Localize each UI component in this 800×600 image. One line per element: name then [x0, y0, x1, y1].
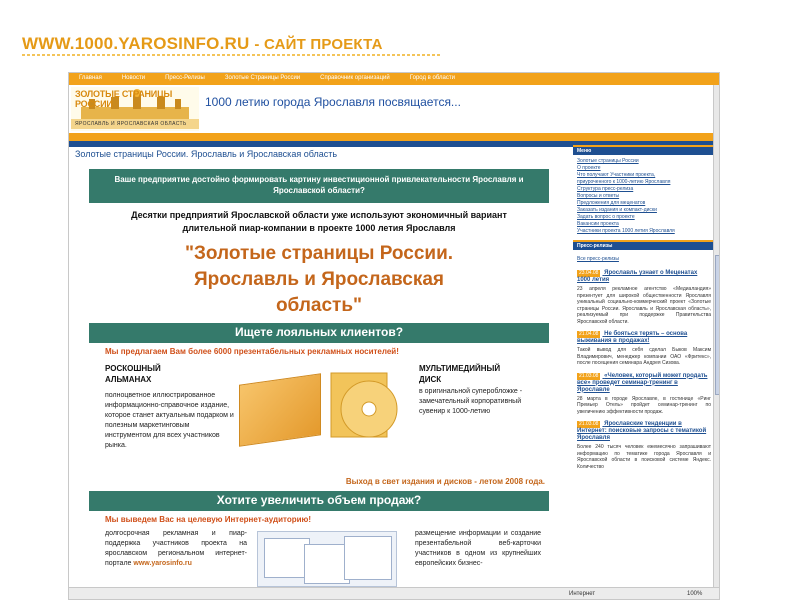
almanac-label	[105, 363, 161, 385]
sales-banner: Хотите увеличить объем продаж?	[89, 491, 549, 511]
press-heading: Пресс-релизы	[573, 240, 715, 250]
project-title	[89, 241, 549, 319]
webcard-description: размещение информации и создание презентабельной веб-карточки участников в одном из крупнейших европейских бизнес-	[415, 530, 541, 567]
intro-line-1: Десятки предприятий Ярославской области уже используют экономичный вариант	[131, 210, 507, 220]
cd-disc-icon	[329, 369, 399, 441]
news-body: 23 апреля рекламное агентство «Медиаландия» презентует для широкой общественности Ярославля уникальный социально-коммерческий проект «Золотые страницы России. Ярославль и Ярославская область», реализуемый при поддержке Правительства Ярославской области.	[577, 286, 711, 325]
project-title-line-3: область"	[275, 295, 363, 316]
site-header	[69, 85, 720, 133]
news-body: 28 марта в городе Ярославле, в гостинице «Ринг Премьер Отель» пройдет семинар-тренинг по увеличению эффективности продаж.	[577, 395, 711, 415]
news-headline-text[interactable]: Ярославль узнает о Меценатах 1000 летия	[577, 270, 698, 283]
page-heading: Золотые страницы России. Ярославль и Ярославская область	[75, 149, 338, 159]
news-item	[573, 327, 715, 369]
disc-label	[419, 363, 500, 385]
disc-label-line-1: МУЛЬТИМЕДИЙНЫЙ	[419, 364, 501, 373]
header-stripe	[69, 133, 720, 141]
news-headline[interactable]	[577, 270, 711, 284]
question-banner: Ваше предприятие достойно формировать картину инвестиционной привлекательности Ярославля и Ярославской области?	[89, 169, 549, 203]
menu-item-about[interactable]: О проекте	[577, 165, 601, 171]
scrollbar-thumb[interactable]	[715, 255, 720, 395]
menu-item-golden-pages[interactable]: Золотые страницы России	[577, 158, 639, 164]
site-logo[interactable]	[71, 87, 199, 131]
logo-subtext: ЯРОСЛАВЛЬ И ЯРОСЛАВСКАЯ ОБЛАСТЬ	[75, 121, 187, 127]
news-headline-text[interactable]: Не бояться терять – основа выживания в продажах!	[577, 331, 688, 344]
portal-description	[105, 529, 247, 569]
main-banner	[89, 169, 549, 589]
offer-text: Мы предлагаем Вам более 6000 презентабельных рекламных носителей!	[105, 347, 399, 356]
slide-title-rest: - САЙТ ПРОЕКТА	[254, 36, 383, 53]
almanac-book-image	[239, 373, 321, 447]
vertical-scrollbar[interactable]	[713, 85, 720, 587]
browser-statusbar	[69, 587, 720, 600]
menu-item-order[interactable]: Заказать издания и компакт-диски	[577, 207, 657, 213]
news-date: 21.03.08	[579, 421, 599, 427]
security-zone-label: Интернет	[569, 591, 596, 597]
news-body: Более 240 тысяч человек ежемесячно запрашивают информацию по тематике города Ярославля и Ярославской области в поисковой системе Яндекс. Количество	[577, 444, 711, 470]
menu-item-patrons[interactable]: Предложения для меценатов	[577, 200, 646, 206]
nav-item-news[interactable]: Новости	[121, 75, 146, 81]
news-item	[573, 266, 715, 327]
intro-line-2: длительной пиар-компании в проекте 1000 летия Ярославля	[182, 223, 456, 233]
news-date: 21.04.08	[579, 331, 599, 337]
news-headline-text[interactable]: «Человек, который может продать все» проведет семинар-тренинг в Ярославле	[577, 372, 708, 393]
website-screenshots-image	[257, 531, 397, 587]
disc-description: в оригинальной суперобложке - замечательный корпоративный сувенир к 1000-летию	[419, 388, 523, 415]
site-nav	[69, 73, 720, 85]
news-date: 23.04.08	[579, 270, 599, 276]
menu-heading: Меню	[573, 145, 715, 155]
portal-link[interactable]: www.yarosinfo.ru	[133, 560, 192, 567]
nav-item-home[interactable]: Главная	[79, 75, 102, 81]
sidebar	[573, 145, 715, 585]
intro-text	[89, 209, 549, 235]
all-press-link[interactable]: Все пресс-релизы	[577, 256, 619, 262]
almanac-label-line-1: РОСКОШНЫЙ	[105, 364, 161, 373]
project-title-line-2: Ярославль и Ярославская	[194, 269, 444, 290]
news-headline[interactable]	[577, 331, 711, 345]
nav-item-golden-pages[interactable]: Золотые Страницы России	[224, 75, 301, 81]
almanac-label-line-2: АЛЬМАНАХ	[105, 375, 152, 384]
news-body: Такой вывод для себя сделал Быков Максим Владимирович, менеджер компании ОАО «Фритекс», после посещения семинара Андрея Сизова.	[577, 347, 711, 366]
nav-item-directory[interactable]: Справочник организаций	[320, 75, 390, 81]
header-tagline: 1000 летию города Ярославля посвящается...	[205, 95, 461, 109]
release-note: Выход в свет издания и дисков - летом 2008 года.	[345, 477, 545, 486]
nav-item-city[interactable]: Город в области	[409, 75, 455, 81]
news-headline[interactable]	[577, 421, 711, 442]
news-item	[573, 417, 715, 472]
menu-item-press-structure[interactable]: Структура пресс-релиза	[577, 186, 634, 192]
portal-description-text: долгосрочная рекламная и пиар-поддержка участников проекта на ярославском региональном интернет-портале	[105, 530, 247, 567]
news-item	[573, 369, 715, 418]
browser-window	[68, 72, 720, 600]
slide-title	[22, 34, 383, 54]
menu-item-ask[interactable]: Задать вопрос о проекте	[577, 214, 635, 220]
disc-label-line-2: ДИСК	[419, 375, 442, 384]
menu-item-benefits-cont[interactable]: приуроченного к 1000-летию Ярославля	[577, 179, 671, 185]
menu-item-benefits[interactable]: Что получают Участники проекта,	[577, 172, 656, 178]
almanac-description: полноцветное иллюстрированное информационно-справочное издание, которое станет актуальным подарком и полезным маркетинговым инструментом для всех участников рынка.	[105, 392, 234, 449]
project-title-line-1: "Золотые страницы России.	[184, 243, 454, 264]
news-date: 21.03.08	[579, 372, 599, 379]
menu-item-faq[interactable]: Вопросы и ответы	[577, 193, 620, 199]
menu-item-participants[interactable]: Участники проекта 1000 летия Ярославля	[577, 228, 675, 234]
menu-item-vacancies[interactable]: Вакансии проекта	[577, 221, 619, 227]
slide-title-url: WWW.1000.YAROSINFO.RU	[22, 34, 250, 53]
logo-text: ЗОЛОТЫЕ СТРАНИЦЫ РОССИИ	[75, 89, 173, 109]
news-headline-text[interactable]: Ярославские тенденции в Интернет: поисковые запросы с тематикой Ярославля	[577, 421, 707, 441]
nav-item-press[interactable]: Пресс-Релизы	[165, 75, 205, 81]
zoom-level[interactable]: 100%	[687, 591, 703, 597]
clients-banner: Ищете лояльных клиентов?	[89, 323, 549, 343]
menu-list	[573, 155, 715, 238]
audience-text: Мы выведем Вас на целевую Интернет-аудиторию!	[105, 515, 311, 524]
news-headline[interactable]	[577, 373, 711, 394]
title-underline	[22, 54, 442, 56]
